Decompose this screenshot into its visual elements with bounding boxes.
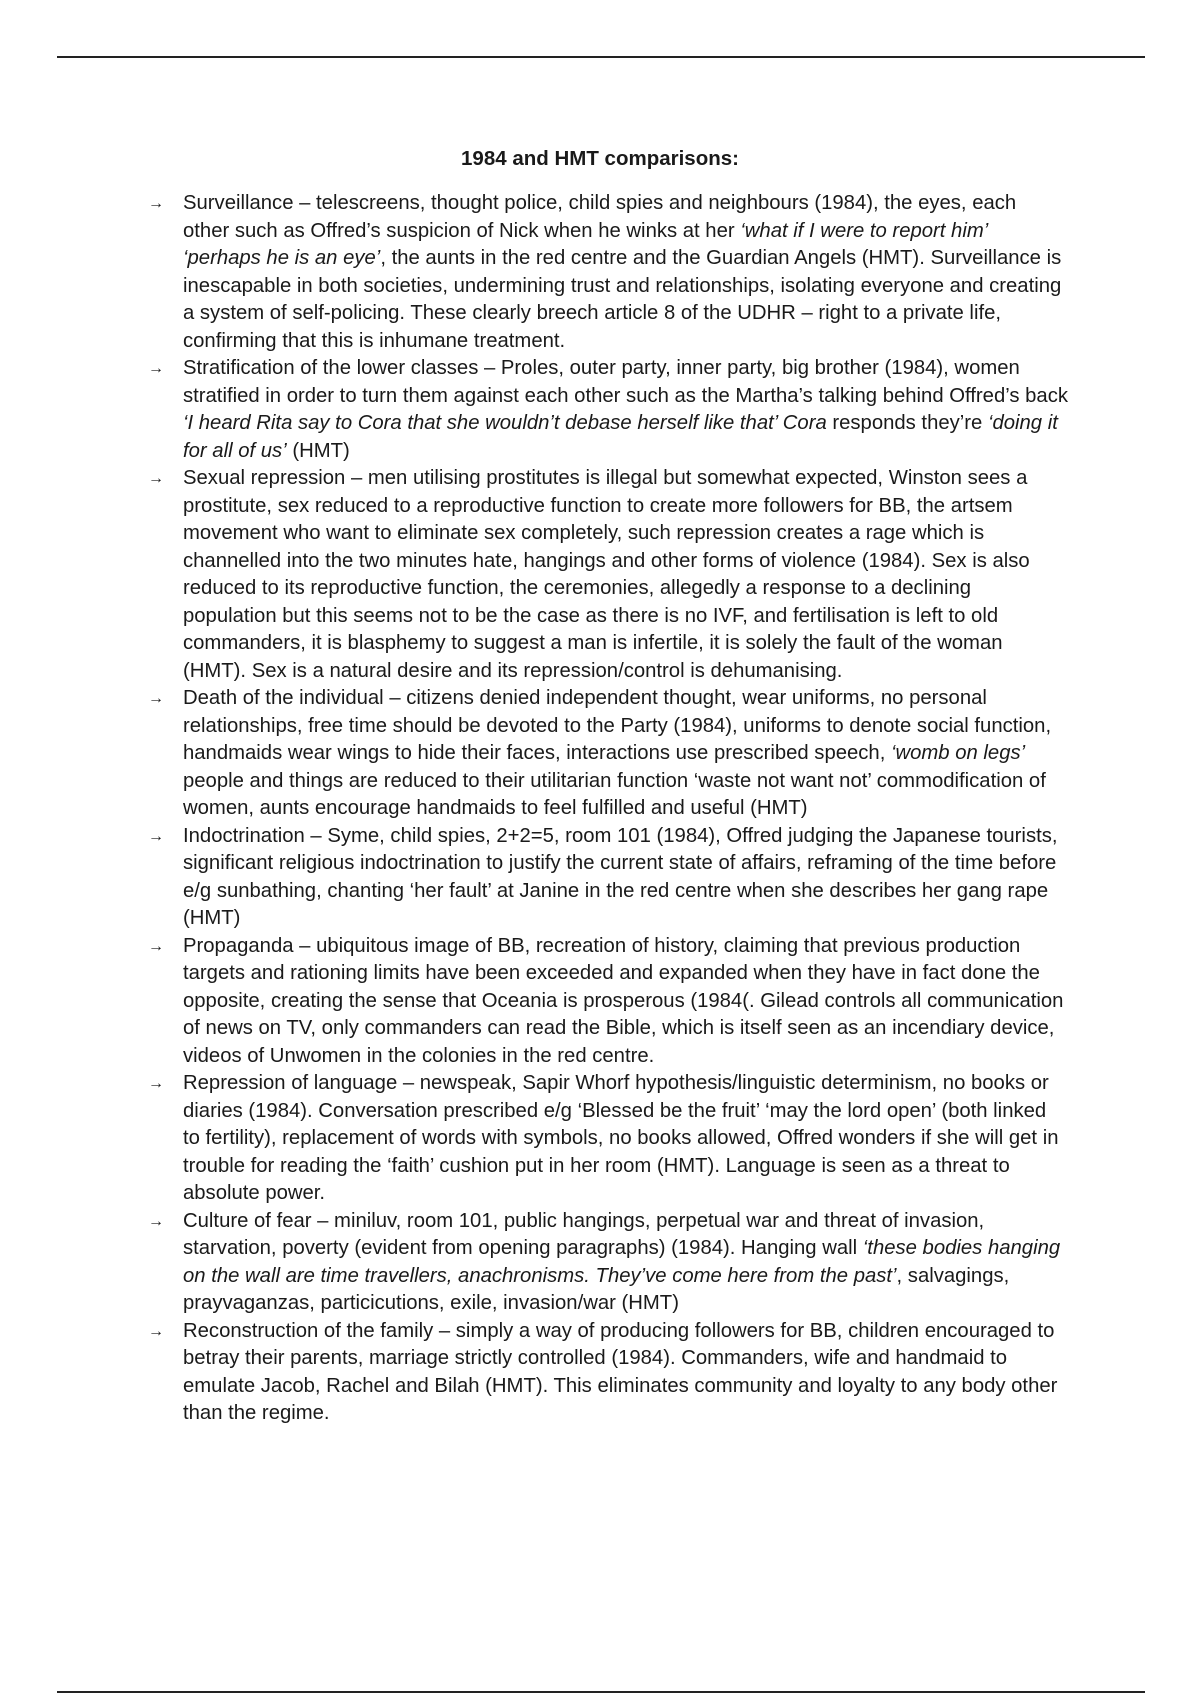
list-item: [148, 823, 1068, 933]
bottom-rule: [57, 1691, 1145, 1693]
item-text: (HMT): [286, 439, 350, 462]
list-item: [148, 933, 1068, 1071]
arrow-bullet-icon: →: [148, 1212, 164, 1230]
item-text: Propaganda – ubiquitous image of BB, recreation of history, claiming that previous production targets and rationing limits have been exceeded and expanded when they have in fact done the opposite, creating the sense that Oceania is prosperous (1984(. Gilead controls all communication of news on TV, only commanders can read the Bible, which is itself seen as an incendiary device, videos of Unwomen in the colonies in the red centre.: [183, 934, 1064, 1067]
top-rule: [57, 56, 1145, 58]
item-text: , salvagings, prayvaganzas, particicutions, exile, invasion/war (HMT): [183, 1264, 1010, 1314]
item-text: Indoctrination – Syme, child spies, 2+2=5, room 101 (1984), Offred judging the Japanese tourists, significant religious indoctrination to justify the current state of affairs, reframing of the time before e/g sunbathing, chanting ‘her fault’ at Janine in the red centre when she describes her gang rape (HMT): [183, 824, 1058, 929]
list-item: [148, 355, 1068, 465]
item-quote: ‘what if I were to report him’ ‘perhaps he is an eye’: [183, 219, 988, 269]
item-quote: ‘doing it for all of us’: [183, 412, 1058, 462]
arrow-bullet-icon: →: [148, 937, 164, 955]
item-text: Surveillance – telescreens, thought police, child spies and neighbours (1984), the eyes, each other such as Offred’s suspicion of Nick when he winks at her: [183, 192, 1017, 242]
arrow-bullet-icon: →: [148, 1075, 164, 1092]
item-text: Sexual repression – men utilising prostitutes is illegal but somewhat expected, Winston sees a prostitute, sex reduced to a reproductive function to create more followers for BB, the artsem movement who want to eliminate sex completely, such repression creates a rage which is channelled into the two minutes hate, hangings and other forms of violence (1984). Sex is also reduced to its reproductive function, the ceremonies, allegedly a response to a declining population but this seems not to be the case as there is no IVF, and fertilisation is left to old commanders, it is blasphemy to suggest a man is infertile, it is solely the fault of the woman (HMT). Sex is a natural desire and its repression/control is dehumanising.: [183, 467, 1030, 682]
list-item: [148, 1318, 1068, 1428]
item-text: Culture of fear – miniluv, room 101, public hangings, perpetual war and threat of invasion, starvation, poverty (evident from opening paragraphs) (1984). Hanging wall: [183, 1209, 985, 1259]
item-text: Repression of language – newspeak, Sapir Whorf hypothesis/linguistic determinism, no books or diaries (1984). Conversation prescribed e/g ‘Blessed be the fruit’ ‘may the lord open’ (both linked to fertility), replacement of words with symbols, no books allowed, Offred wonders if she will get in trouble for reading the ‘faith’ cushion put in her room (HMT). Language is seen as a threat to absolute power.: [183, 1072, 1059, 1204]
list-item: [148, 190, 1068, 355]
item-quote: ‘womb on legs’: [890, 742, 1026, 764]
list-item: [148, 465, 1068, 685]
item-quote: ‘I heard Rita say to Cora that she wouldn’t debase herself like that’ Cora: [183, 412, 827, 434]
item-text: people and things are reduced to their utilitarian function ‘waste not want not’ commodification of women, aunts encourage handmaids to feel fulfilled and useful (HMT): [183, 769, 1046, 819]
arrow-bullet-icon: →: [148, 1322, 164, 1340]
arrow-bullet-icon: →: [148, 690, 164, 707]
list-item: [148, 1070, 1068, 1208]
arrow-bullet-icon: →: [148, 360, 164, 377]
item-text: Death of the individual – citizens denied independent thought, wear uniforms, no personal relationships, free time should be devoted to the Party (1984), uniforms to denote social function, handmaids wear wings to hide their faces, interactions use prescribed speech,: [183, 687, 1052, 764]
comparison-list: [148, 190, 1068, 1428]
item-text: Reconstruction of the family – simply a way of producing followers for BB, children encouraged to betray their parents, marriage strictly controlled (1984). Commanders, wife and handmaid to emulate Jacob, Rachel and Bilah (HMT). This eliminates community and loyalty to any body other than the regime.: [183, 1319, 1058, 1424]
item-text: , the aunts in the red centre and the Guardian Angels (HMT). Surveillance is inescapable in both societies, undermining trust and relationships, isolating everyone and creating a system of self-policing. These clearly breech article 8 of the UDHR – right to a private life, confirming that this is inhumane treatment.: [183, 247, 1062, 352]
arrow-bullet-icon: →: [148, 827, 164, 845]
item-quote: ‘these bodies hanging on the wall are time travellers, anachronisms. They’ve come here from the past’: [183, 1237, 1061, 1287]
page-title: 1984 and HMT comparisons:: [461, 147, 739, 170]
list-item: [148, 685, 1068, 823]
list-item: [148, 1208, 1068, 1318]
arrow-bullet-icon: →: [148, 195, 164, 212]
arrow-bullet-icon: →: [148, 470, 164, 487]
item-text: responds they’re: [826, 412, 988, 434]
item-text: Stratification of the lower classes – Proles, outer party, inner party, big brother (1984), women stratified in order to turn them against each other such as the Martha’s talking behind Offred’s back: [183, 357, 1068, 407]
